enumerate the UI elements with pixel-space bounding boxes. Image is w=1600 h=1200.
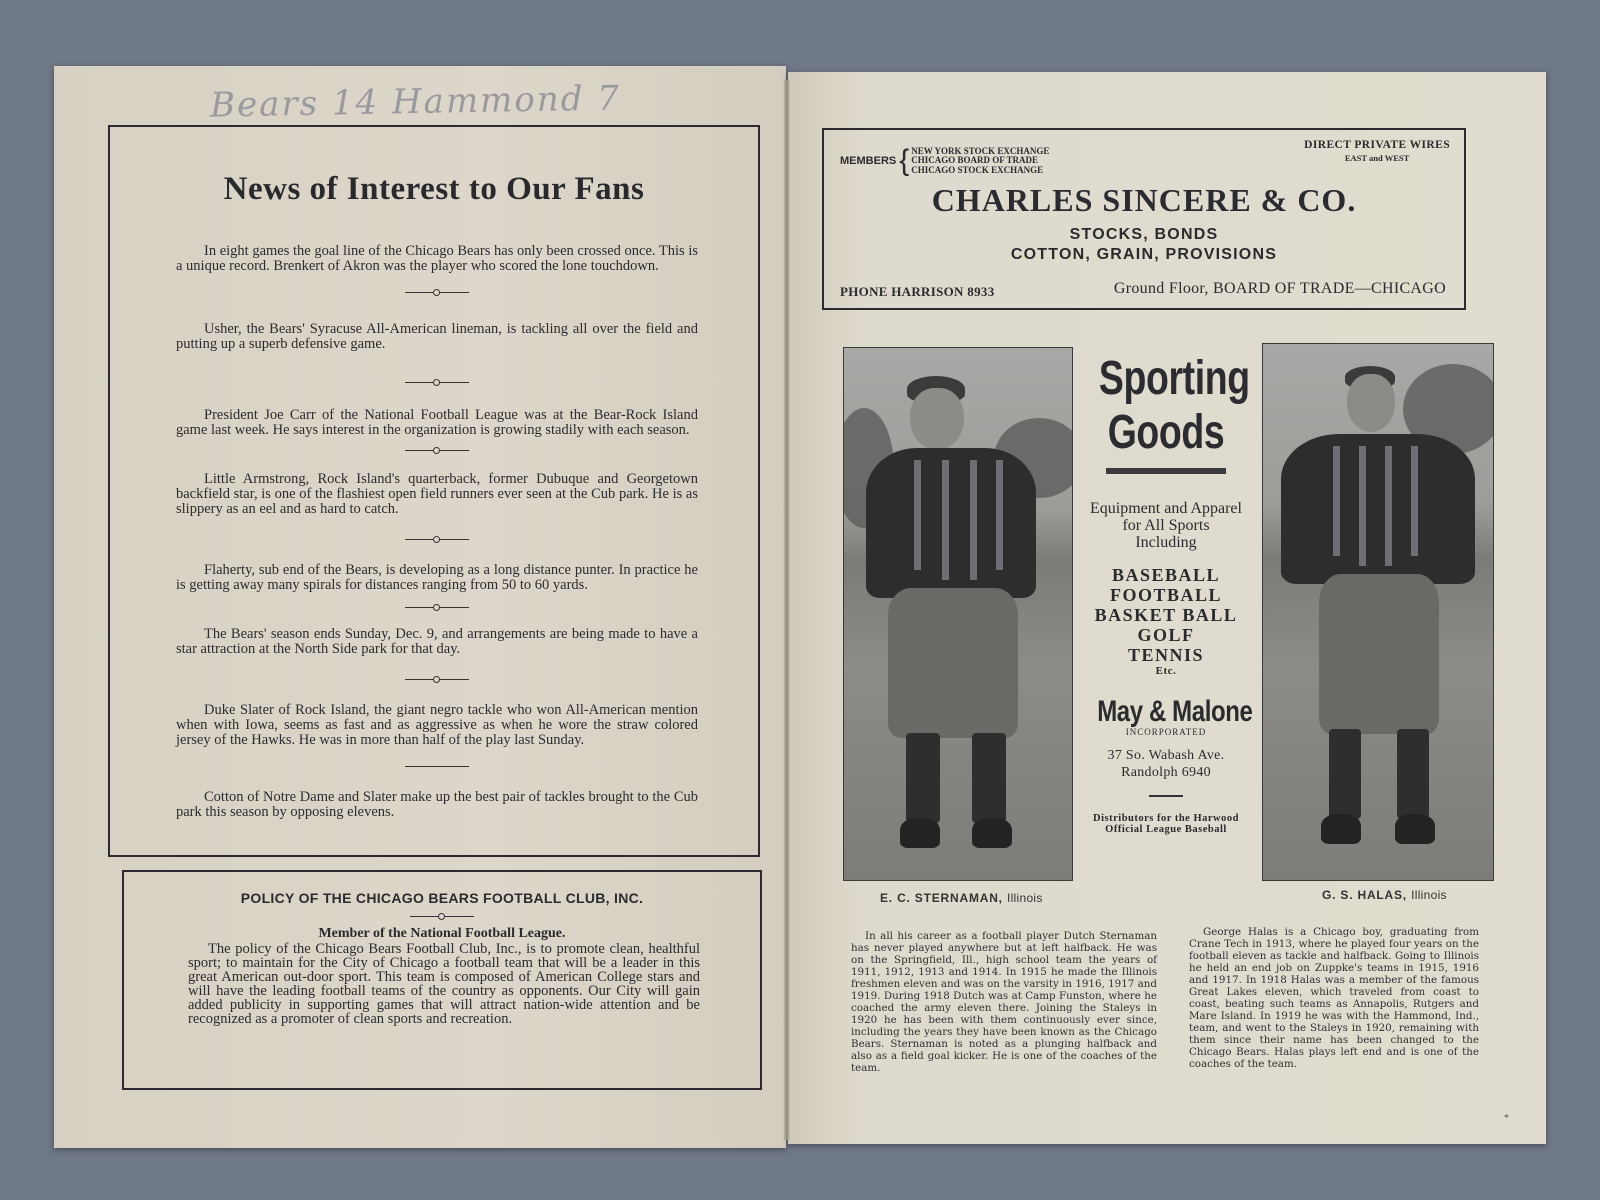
news-item: Usher, the Bears' Syracuse All-American lineman, is tackling all over the field and putting up a superb defensive game. <box>176 321 698 352</box>
store-phone: Randolph 6940 <box>1121 765 1211 780</box>
halas-bio: George Halas is a Chicago boy, graduating from Crane Tech in 1913, where he played four years on the football eleven as tackle and halfback. Going to Illinois he held an end job on Zuppke's teams in 1915, 1916 and 1917. In 1918 Halas was a member of the famous Great Lakes eleven, which traveled from coast to coast, beating such teams as Annapolis, Rutgers and Mare Island. In 1919 he was with the Hammond, Ind., team, and went to the Staleys in 1920, remaining with them since their name has been changed to the Chicago Bears. Halas plays left end and is one of the coaches of the team. <box>1189 926 1479 1070</box>
player-school: Illinois <box>1411 888 1447 902</box>
sports-etc: Etc. <box>1155 665 1177 677</box>
news-item: President Joe Carr of the National Football League was at the Bear-Rock Island game last week. He says interest in the organization is growing stadily with each season. <box>176 407 698 438</box>
ornament-divider <box>405 535 469 545</box>
firm-name: CHARLES SINCERE & CO. <box>931 182 1357 218</box>
plain-divider <box>405 762 469 772</box>
booklet-spine <box>784 80 790 1140</box>
news-item: Flaherty, sub end of the Bears, is developing as a long distance punter. In practice he is getting away many spirals for distances ranging from 50 to 60 yards. <box>176 562 698 593</box>
sternaman-photo <box>843 347 1073 881</box>
sport-item: TENNIS <box>1127 645 1205 665</box>
ornament-divider <box>410 912 474 922</box>
ornament-divider <box>405 603 469 613</box>
news-title: News of Interest to Our Fans <box>223 171 645 207</box>
sport-item: FOOTBALL <box>1109 585 1223 605</box>
ornament-divider <box>405 675 469 685</box>
exchange-memberships <box>840 146 1049 176</box>
handwritten-score-note: Bears 14 Hammond 7 <box>209 78 622 126</box>
ad-short-rule <box>1149 795 1183 797</box>
ornament-divider <box>405 446 469 456</box>
news-item: In eight games the goal line of the Chicago Bears has only been crossed once. This is a unique record. Brenkert of Akron was the player who scored the lone touchdown. <box>176 243 698 274</box>
player-school: Illinois <box>1006 891 1043 905</box>
wires-line-1: DIRECT PRIVATE WIRES <box>1304 139 1450 151</box>
policy-title: POLICY OF THE CHICAGO BEARS FOOTBALL CLUB, INC. <box>240 890 644 906</box>
policy-section <box>122 870 762 1090</box>
exchange-item: NEW YORK STOCK EXCHANGE <box>911 145 1050 156</box>
paper-speck: * <box>1504 1113 1509 1124</box>
exchange-item: CHICAGO BOARD OF TRADE <box>911 155 1039 166</box>
ad-subtitle-3: Including <box>1135 534 1197 551</box>
news-list <box>110 244 758 820</box>
firm-phone: PHONE HARRISON 8933 <box>840 284 995 299</box>
news-item: Little Armstrong, Rock Island's quarterback, former Dubuque and Georgetown backfield star, is one of the flashiest open field runners ever seen at the Cub park. He is as slippery as an eel and as hard to catch. <box>176 471 698 517</box>
distributor-line-2: Official League Baseball <box>1105 824 1227 835</box>
private-wires-note <box>1304 139 1450 163</box>
player-name: E. C. STERNAMAN, <box>880 891 1003 905</box>
store-name: May & Malone <box>1097 695 1253 728</box>
sternaman-bio: In all his career as a football player Dutch Sternaman has never played anywhere but at left halfback. He was on the Springfield, Ill., high school team the years of 1911, 1912, 1913 and 1914. In 1915 he made the Illinois freshmen eleven and was on the varsity in 1916, 1917 and 1919. During 1918 Dutch was at Camp Funston, where he coached the army eleven there. Joining the Staleys in 1920 he has been with them continuously ever since, including the years they have been known as the Chicago Bears. Sternaman is noted as a plunging halfback and also as a field goal kicker. He is one of the coaches of the team. <box>851 930 1157 1074</box>
ad-title-line-2: Goods <box>1107 406 1225 459</box>
firm-services-2: COTTON, GRAIN, PROVISIONS <box>1010 246 1278 263</box>
sport-item: GOLF <box>1137 625 1195 645</box>
firm-services-1: STOCKS, BONDS <box>1069 226 1219 243</box>
sport-item: BASKET BALL <box>1094 605 1238 625</box>
brace-icon: { <box>899 144 910 177</box>
policy-subtitle: Member of the National Football League. <box>318 926 566 941</box>
store-address: 37 So. Wabash Ave. <box>1107 748 1225 763</box>
ad-rule <box>1106 468 1226 474</box>
exchange-item: CHICAGO STOCK EXCHANGE <box>911 164 1044 175</box>
ad-subtitle-1: Equipment and Apparel <box>1090 500 1242 517</box>
player-name: G. S. HALAS, <box>1322 888 1407 902</box>
policy-body: The policy of the Chicago Bears Football Club, Inc., is to promote clean, healthful sport; to maintain for the City of Chicago a football team that will be a leader in this great American out-door sport. This team is composed of American College stars and will have the leading football teams of the country as opponents. Our City will gain added publicity in supporting games that will attract nation-wide attention and be recognized as a promoter of clean sports and recreation. <box>188 941 700 1027</box>
firm-address: Ground Floor, BOARD OF TRADE—CHICAGO <box>1113 280 1446 297</box>
sports-list <box>1080 565 1252 665</box>
news-item: Cotton of Notre Dame and Slater make up the best pair of tackles brought to the Cub park this season by opposing elevens. <box>176 789 698 820</box>
sport-item: BASEBALL <box>1111 565 1221 585</box>
ornament-divider <box>405 378 469 388</box>
news-item: Duke Slater of Rock Island, the giant negro tackle who won All-American mention when with Iowa, seems as fast and as aggressive as when he wore the straw colored jersey of the Hawks. He was in more than half of the play last Sunday. <box>176 702 698 748</box>
ad-subtitle-2: for All Sports <box>1122 517 1210 534</box>
members-label: MEMBERS <box>840 155 897 167</box>
broker-advertisement <box>822 128 1466 310</box>
distributor-line-1: Distributors for the Harwood <box>1093 813 1239 824</box>
wires-line-2: EAST and WEST <box>1344 153 1410 163</box>
halas-photo <box>1262 343 1494 881</box>
news-section <box>108 125 760 857</box>
ornament-divider <box>405 288 469 298</box>
store-incorporated: INCORPORATED <box>1125 727 1207 737</box>
sternaman-caption <box>880 891 1043 905</box>
halas-caption <box>1322 888 1447 902</box>
ad-title-line-1: Sporting <box>1098 352 1250 405</box>
news-item: The Bears' season ends Sunday, Dec. 9, and arrangements are being made to have a star attraction at the North Side park for that day. <box>176 626 698 657</box>
sporting-goods-advertisement <box>1080 352 1252 835</box>
